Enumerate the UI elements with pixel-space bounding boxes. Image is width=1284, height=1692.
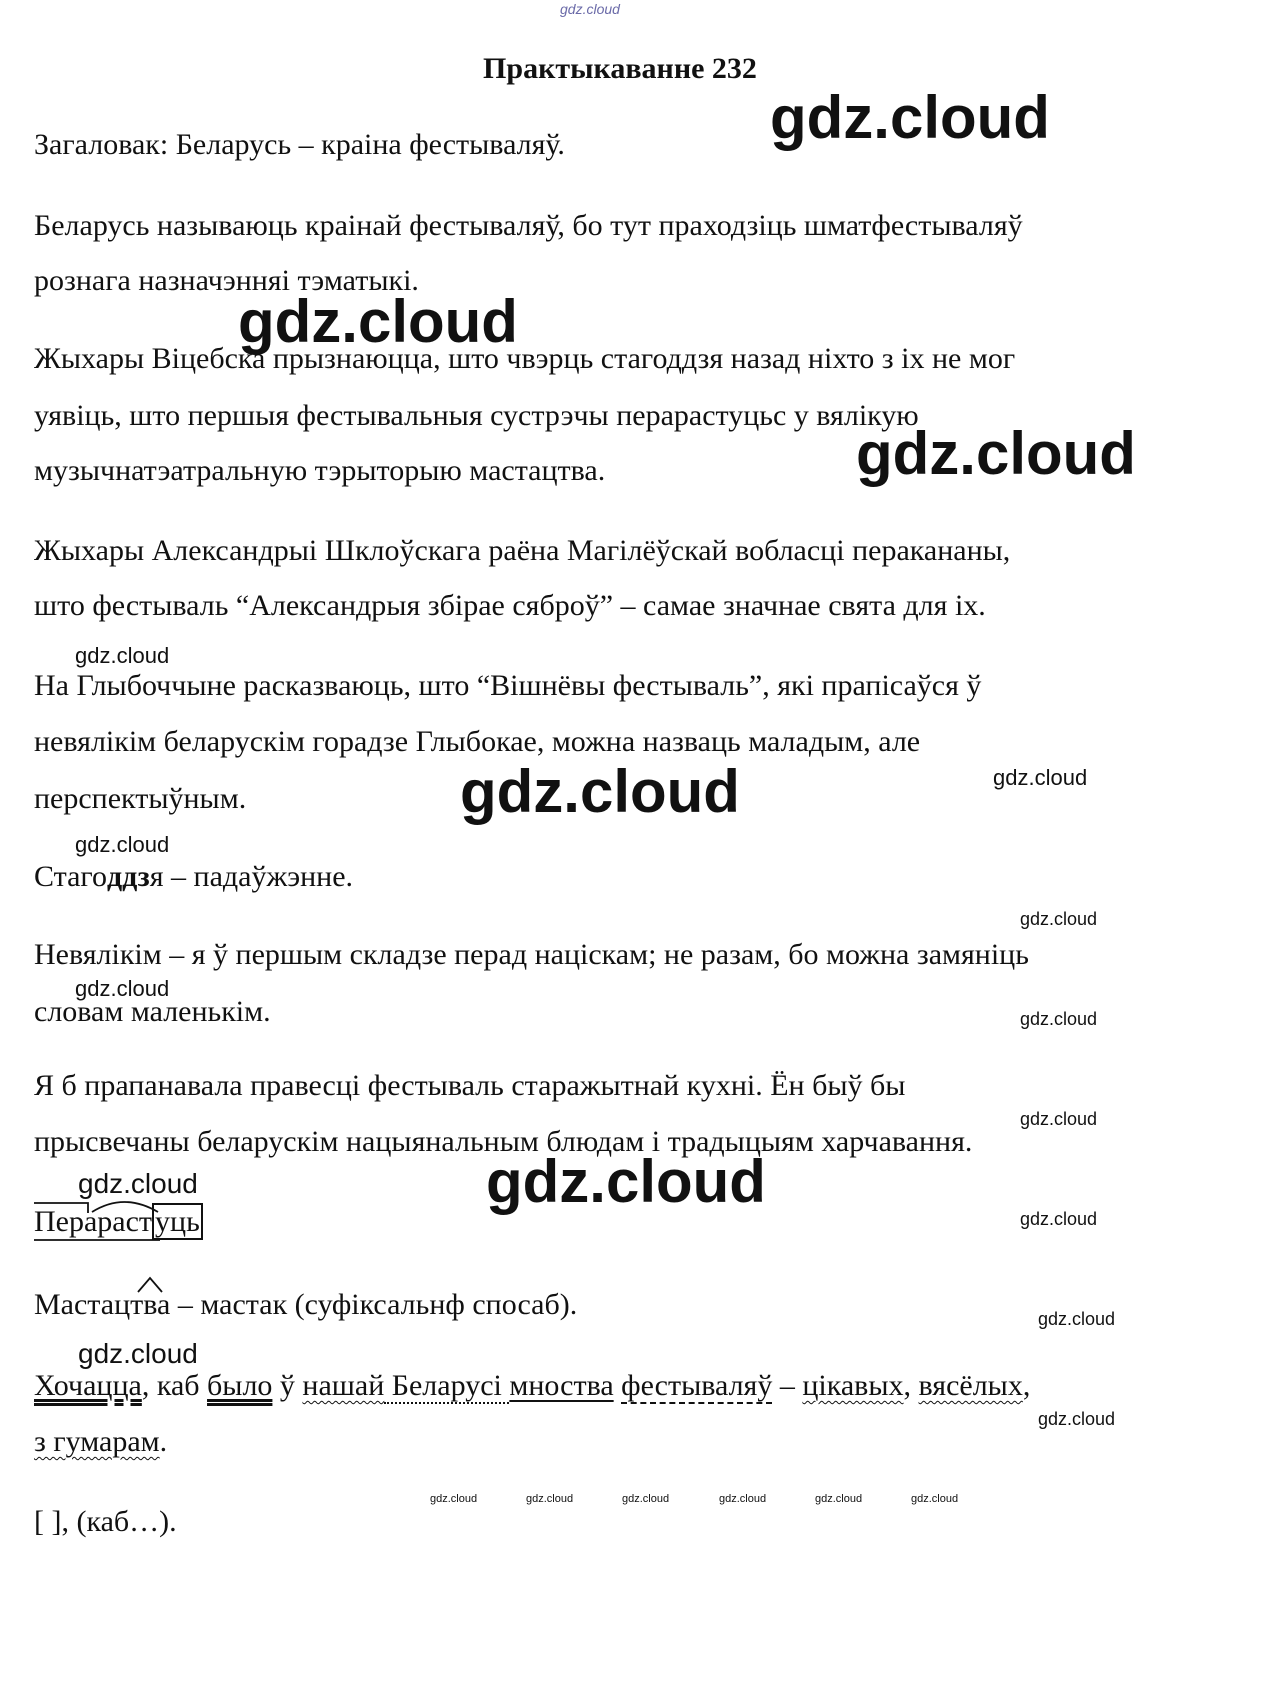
- heading-line: Загаловак: Беларусь – краіна фестываляў.: [34, 128, 565, 161]
- paragraph-3-line-2: што фестываль “Александрыя збірае сяброў” – самае значнае свята для іх.: [34, 589, 986, 622]
- subject: мноства: [509, 1369, 614, 1402]
- watermark-tiny-1: gdz.cloud: [430, 1493, 478, 1505]
- period: .: [159, 1425, 168, 1458]
- watermark-tiny-4: gdz.cloud: [719, 1493, 767, 1505]
- watermark-small-1: gdz.cloud: [75, 643, 170, 668]
- watermark-small-4: gdz.cloud: [75, 976, 170, 1001]
- watermark-big-5: gdz.cloud: [486, 1148, 766, 1215]
- sentence-parsing-line-1: [34, 1371, 1030, 1401]
- paragraph-4-line-3: перспектыўным.: [34, 782, 247, 815]
- watermark-small-3: gdz.cloud: [75, 832, 170, 857]
- paragraph-3-line-1: Жыхары Александрыі Шклоўскага раёна Магілёўскай вобласці перакананы,: [34, 534, 1011, 567]
- watermark-big-2: gdz.cloud: [238, 288, 518, 355]
- preposition: ў: [272, 1369, 303, 1402]
- paragraph-2-line-1: Жыхары Віцебска прызнаюцца, што чвэрць стагоддзя назад ніхто з іх не мог: [34, 342, 1016, 375]
- sentence-parsing-line-2: [34, 1427, 167, 1457]
- watermark-tiny-6: gdz.cloud: [911, 1493, 959, 1505]
- paragraph-6-line-1: Невялікім – я ў першым складзе перад націскам; не разам, бо можна замяніць: [34, 938, 1029, 971]
- paragraph-7-line-2: прысвечаны беларускім нацыянальным блюдам і традыцыям харчавання.: [34, 1125, 973, 1158]
- word-part: Стаго: [34, 860, 107, 893]
- attribute-3: вясёлых: [918, 1369, 1023, 1402]
- paragraph-4-line-2: невялікім беларускім горадзе Глыбокае, можна назваць маладым, але: [34, 725, 921, 758]
- watermark-medium-1: gdz.cloud: [78, 1168, 198, 1199]
- attribute-2: цікавых: [802, 1369, 904, 1402]
- watermark-big-1: gdz.cloud: [770, 84, 1050, 151]
- watermark-small-7: gdz.cloud: [1020, 1109, 1098, 1129]
- sentence-scheme: [ ], (каб…).: [34, 1505, 177, 1538]
- watermark-tiny-2: gdz.cloud: [526, 1493, 574, 1505]
- paragraph-6-line-2: словам маленькім.: [34, 995, 271, 1028]
- watermark-big-3: gdz.cloud: [856, 420, 1136, 487]
- ending-box: уць: [152, 1203, 203, 1240]
- highlighted-letters: ддз: [106, 860, 150, 893]
- comma-2: ,: [1022, 1369, 1031, 1402]
- attribute: нашай: [302, 1369, 385, 1402]
- watermark-small-6: gdz.cloud: [1020, 1009, 1098, 1029]
- word-rest: я – падаўжэнне.: [149, 860, 354, 893]
- predicate-2: было: [207, 1369, 273, 1402]
- paragraph-7-line-1: Я б прапанавала правесці фестываль старажытнай кухні. Ён быў бы: [34, 1069, 906, 1102]
- word-formation-part: Мастац: [34, 1288, 131, 1321]
- paragraph-2-line-2: уявіць, што першыя фестывальныя сустрэчы перарастуцьс у вялікую: [34, 399, 919, 432]
- adverbial: Беларусі: [384, 1369, 510, 1402]
- watermark-small-9: gdz.cloud: [1038, 1309, 1116, 1329]
- watermark-small-2: gdz.cloud: [993, 765, 1088, 790]
- prefix: Пера: [34, 1205, 98, 1238]
- word-formation-ending: а: [157, 1288, 171, 1321]
- watermark-top: gdz.cloud: [560, 1, 620, 17]
- root: раст: [97, 1205, 153, 1238]
- attribute-4: з гумарам: [34, 1425, 160, 1458]
- dash: –: [772, 1369, 803, 1402]
- paragraph-4-line-1: На Глыбоччыне расказваюць, што “Вішнёвы фестываль”, які прапісаўся ў: [34, 669, 982, 702]
- connector: , каб: [141, 1369, 208, 1402]
- word-formation-rest: – мастак (суфіксальнф спосаб).: [170, 1288, 578, 1321]
- watermark-small-5: gdz.cloud: [1020, 909, 1098, 929]
- watermark-tiny-5: gdz.cloud: [815, 1493, 863, 1505]
- watermark-small-8: gdz.cloud: [1020, 1209, 1098, 1229]
- page-title: Практыкаванне 232: [483, 52, 757, 85]
- comma: ,: [903, 1369, 919, 1402]
- watermark-medium-2: gdz.cloud: [78, 1338, 198, 1369]
- watermark-small-10: gdz.cloud: [1038, 1409, 1116, 1429]
- object: фестываляў: [621, 1369, 773, 1402]
- paragraph-1-line-1: Беларусь называюць краінай фестываляў, бо тут праходзіць шматфестываляў: [34, 209, 1023, 242]
- watermark-big-4: gdz.cloud: [460, 758, 740, 825]
- paragraph-2-line-3: музычнатэатральную тэрыторыю мастацтва.: [34, 454, 606, 487]
- suffix: тв: [130, 1288, 158, 1321]
- predicate: Хочацца: [34, 1369, 142, 1402]
- paragraph-1-line-2: рознага назначэнняі тэматыкі.: [34, 264, 419, 297]
- watermark-tiny-3: gdz.cloud: [622, 1493, 670, 1505]
